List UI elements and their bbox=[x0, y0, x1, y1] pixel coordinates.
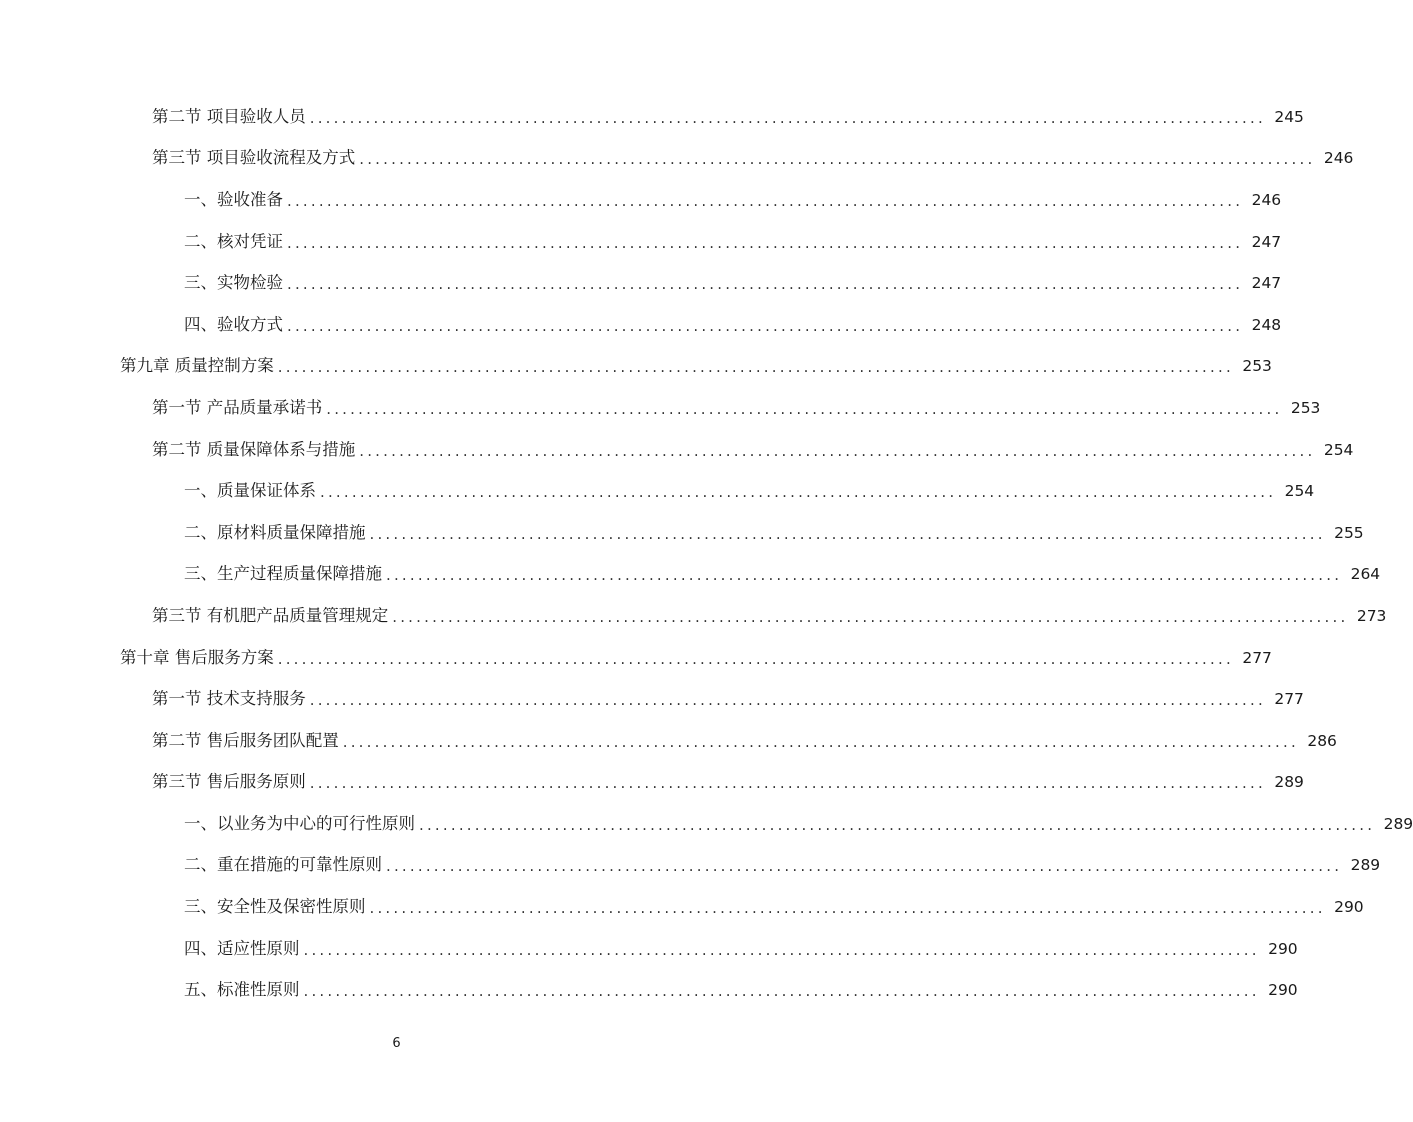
toc-dot-leader: ........................................................................................................................ bbox=[320, 483, 1277, 502]
toc-entry[interactable] bbox=[0, 554, 1381, 596]
toc-dot-leader: ........................................................................................................................ bbox=[386, 857, 1343, 876]
toc-entry[interactable] bbox=[0, 928, 1298, 970]
toc-entry-title: 二、核对凭证 bbox=[184, 231, 283, 251]
toc-dot-leader: ........................................................................................................................ bbox=[309, 108, 1266, 127]
toc-dot-leader: ........................................................................................................................ bbox=[303, 982, 1260, 1001]
toc-entry-page: 253 bbox=[1290, 398, 1321, 417]
toc-dot-leader: ........................................................................................................................ bbox=[287, 191, 1244, 210]
toc-entry[interactable] bbox=[0, 346, 1272, 388]
toc-entry-title: 第三节 有机肥产品质量管理规定 bbox=[152, 605, 389, 625]
toc-entry[interactable] bbox=[0, 678, 1304, 720]
page-number: 6 bbox=[392, 1036, 401, 1051]
toc-entry[interactable] bbox=[0, 429, 1354, 471]
toc-entry-page: 246 bbox=[1251, 190, 1282, 209]
toc-dot-leader: ........................................................................................................................ bbox=[326, 399, 1283, 418]
toc-entry-title: 三、实物检验 bbox=[184, 273, 283, 293]
toc-entry-page: 289 bbox=[1350, 856, 1381, 875]
toc-entry[interactable] bbox=[0, 762, 1304, 804]
toc-dot-leader: ........................................................................................................................ bbox=[359, 441, 1316, 460]
toc-entry[interactable] bbox=[0, 637, 1272, 679]
toc-entry-page: 247 bbox=[1251, 274, 1282, 293]
toc-entry-page: 277 bbox=[1242, 648, 1272, 667]
toc-dot-leader: ........................................................................................................................ bbox=[277, 649, 1234, 668]
toc-entry-page: 286 bbox=[1307, 731, 1337, 750]
toc-entry[interactable] bbox=[0, 969, 1298, 1011]
toc-entry-title: 第二节 质量保障体系与措施 bbox=[152, 439, 356, 459]
toc-entry[interactable] bbox=[0, 470, 1315, 512]
toc-entry-page: 264 bbox=[1350, 565, 1381, 584]
toc-entry-page: 290 bbox=[1334, 898, 1364, 917]
toc-entry-title: 四、适应性原则 bbox=[184, 938, 300, 958]
toc-entry-page: 247 bbox=[1251, 232, 1282, 251]
toc-entry-title: 一、质量保证体系 bbox=[184, 481, 316, 501]
toc-entry-title: 第一节 产品质量承诺书 bbox=[152, 397, 323, 417]
toc-entry[interactable] bbox=[0, 886, 1364, 928]
toc-entry-title: 三、生产过程质量保障措施 bbox=[184, 564, 382, 584]
toc-entry-title: 第十章 售后服务方案 bbox=[120, 647, 274, 667]
toc-entry[interactable] bbox=[0, 845, 1381, 887]
toc-entry-title: 二、重在措施的可靠性原则 bbox=[184, 855, 382, 875]
toc-dot-leader: ........................................................................................................................ bbox=[369, 524, 1326, 543]
toc-entry[interactable] bbox=[0, 803, 1413, 845]
toc-entry-page: 248 bbox=[1251, 315, 1282, 334]
toc-entry-title: 第九章 质量控制方案 bbox=[120, 356, 274, 376]
toc-entry-page: 253 bbox=[1242, 357, 1272, 376]
toc-entry[interactable] bbox=[0, 304, 1282, 346]
toc-entry-page: 254 bbox=[1284, 482, 1315, 501]
toc-entry-title: 三、安全性及保密性原则 bbox=[184, 897, 366, 917]
table-of-contents bbox=[0, 96, 1413, 1011]
toc-dot-leader: ........................................................................................................................ bbox=[369, 899, 1326, 918]
toc-entry-title: 第二节 项目验收人员 bbox=[152, 106, 306, 126]
toc-dot-leader: ........................................................................................................................ bbox=[287, 233, 1244, 252]
toc-entry[interactable] bbox=[0, 262, 1282, 304]
toc-entry[interactable] bbox=[0, 595, 1387, 637]
toc-dot-leader: ........................................................................................................................ bbox=[386, 566, 1343, 585]
toc-dot-leader: ........................................................................................................................ bbox=[419, 815, 1376, 834]
toc-entry-title: 二、原材料质量保障措施 bbox=[184, 522, 366, 542]
toc-entry-page: 290 bbox=[1268, 981, 1298, 1000]
toc-entry-title: 第三节 项目验收流程及方式 bbox=[152, 148, 356, 168]
toc-dot-leader: ........................................................................................................................ bbox=[359, 150, 1316, 169]
toc-entry-page: 273 bbox=[1356, 606, 1387, 625]
toc-entry-title: 第三节 售后服务原则 bbox=[152, 772, 306, 792]
toc-entry-title: 四、验收方式 bbox=[184, 314, 283, 334]
toc-entry[interactable] bbox=[0, 138, 1354, 180]
toc-entry[interactable] bbox=[0, 96, 1304, 138]
toc-entry-page: 246 bbox=[1323, 149, 1354, 168]
toc-entry-page: 289 bbox=[1274, 773, 1304, 792]
toc-dot-leader: ........................................................................................................................ bbox=[309, 774, 1266, 793]
toc-entry-title: 一、验收准备 bbox=[184, 189, 283, 209]
toc-entry-title: 一、以业务为中心的可行性原则 bbox=[184, 813, 415, 833]
toc-entry-page: 290 bbox=[1268, 939, 1298, 958]
toc-entry[interactable] bbox=[0, 387, 1321, 429]
toc-dot-leader: ........................................................................................................................ bbox=[303, 940, 1260, 959]
toc-dot-leader: ........................................................................................................................ bbox=[309, 691, 1266, 710]
toc-dot-leader: ........................................................................................................................ bbox=[392, 607, 1349, 626]
toc-dot-leader: ........................................................................................................................ bbox=[287, 275, 1244, 294]
toc-entry-title: 第一节 技术支持服务 bbox=[152, 689, 306, 709]
toc-entry-page: 277 bbox=[1274, 690, 1304, 709]
toc-entry-page: 245 bbox=[1274, 107, 1304, 126]
toc-entry-page: 254 bbox=[1323, 440, 1354, 459]
toc-dot-leader: ........................................................................................................................ bbox=[287, 316, 1244, 335]
toc-entry[interactable] bbox=[0, 221, 1282, 263]
toc-dot-leader: ........................................................................................................................ bbox=[342, 732, 1299, 751]
toc-entry-title: 五、标准性原则 bbox=[184, 980, 300, 1000]
toc-entry[interactable] bbox=[0, 179, 1282, 221]
toc-dot-leader: ........................................................................................................................ bbox=[277, 358, 1234, 377]
toc-entry-page: 289 bbox=[1383, 814, 1413, 833]
toc-entry-page: 255 bbox=[1334, 523, 1364, 542]
toc-entry[interactable] bbox=[0, 512, 1364, 554]
toc-entry[interactable] bbox=[0, 720, 1337, 762]
toc-entry-title: 第二节 售后服务团队配置 bbox=[152, 730, 339, 750]
